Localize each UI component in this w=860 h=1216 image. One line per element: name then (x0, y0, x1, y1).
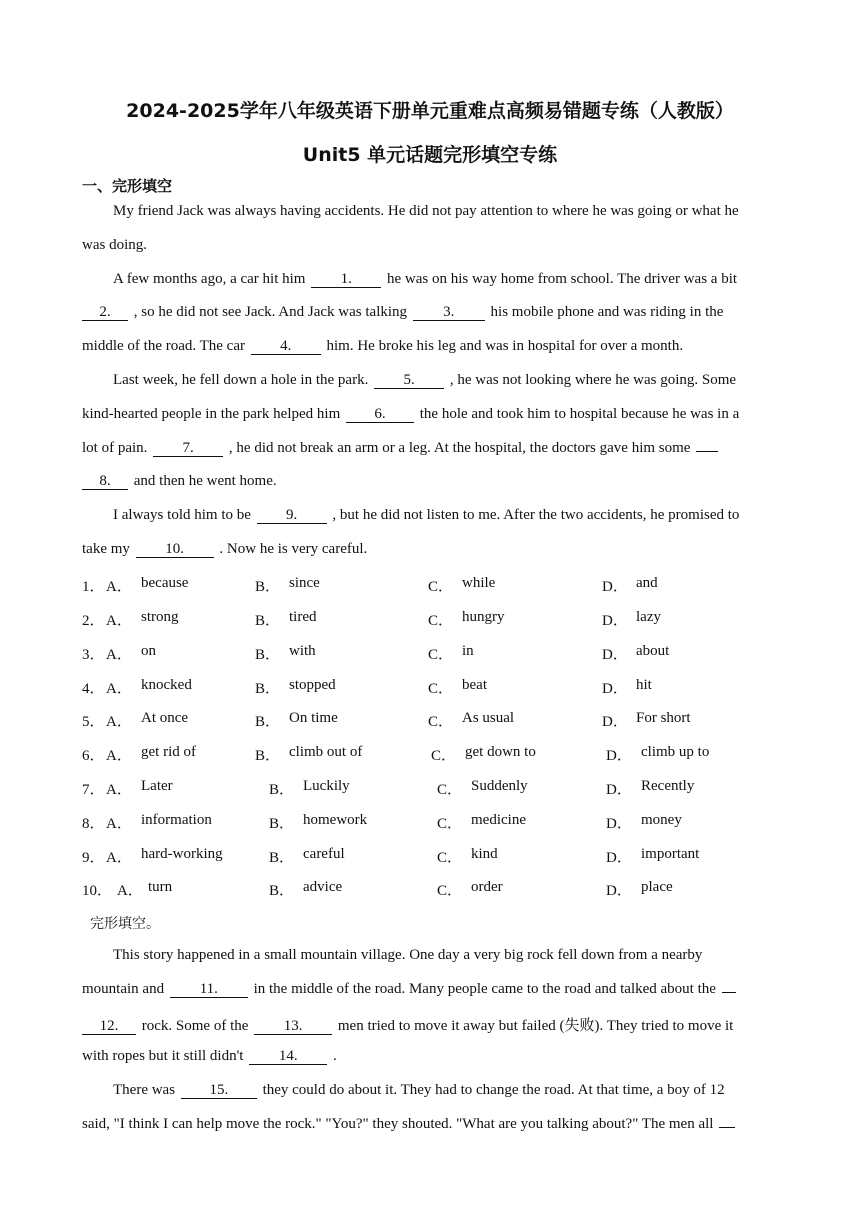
passage-text: , he did not break an arm or a leg. At the hospital, the doctors gave him some (228, 440, 691, 456)
option-letter-a: A． (106, 681, 132, 697)
option-c[interactable]: order (471, 879, 503, 895)
option-d[interactable]: lazy (636, 609, 661, 625)
option-letter-c: C． (437, 816, 463, 832)
option-letter-a: A． (106, 647, 132, 663)
passage-text: Last week, he fell down a hole in the park. (113, 372, 369, 388)
blank-2[interactable]: 2. (82, 304, 128, 321)
option-a[interactable]: strong (141, 609, 179, 625)
blank-3[interactable]: 3. (413, 304, 485, 321)
option-letter-c: C． (437, 782, 463, 798)
passage-line (113, 947, 702, 964)
question-number: 3． (82, 647, 105, 663)
option-a[interactable]: hard-working (141, 846, 223, 862)
option-d[interactable]: about (636, 643, 670, 659)
passage-line (82, 981, 738, 998)
option-letter-c: C． (428, 714, 454, 730)
option-d[interactable]: hit (636, 677, 652, 693)
option-c[interactable]: Suddenly (471, 778, 528, 794)
passage-text: lot of pain. (82, 440, 148, 456)
option-c[interactable]: medicine (471, 812, 526, 828)
section-instruction: 完形填空。 (90, 916, 160, 932)
blank-9[interactable]: 9. (257, 507, 327, 524)
option-a[interactable]: information (141, 812, 212, 828)
question-number: 7． (82, 782, 105, 798)
option-c[interactable]: As usual (462, 710, 515, 726)
option-letter-d: D． (602, 579, 628, 595)
passage-line (82, 1014, 733, 1035)
option-letter-d: D． (606, 748, 632, 764)
passage-text: I always told him to be (113, 507, 251, 523)
option-c[interactable]: while (462, 575, 496, 591)
option-letter-a: A． (106, 782, 132, 798)
option-letter-b: B． (255, 579, 281, 595)
option-a[interactable]: Later (141, 778, 173, 794)
passage-text: mountain and (82, 981, 165, 997)
passage-text: There was (113, 1082, 176, 1098)
worksheet-title: 2024-2025学年八年级英语下册单元重难点高频易错题专练（人教版） (126, 100, 734, 122)
passage-line (82, 406, 739, 423)
worksheet-subtitle: Unit5 单元话题完形填空专练 (302, 144, 558, 166)
passage-text: they could do about it. They had to change the road. At that time, a boy of 12 (262, 1082, 725, 1098)
blank-15[interactable]: 15. (181, 1082, 257, 1099)
option-letter-b: B． (255, 748, 281, 764)
option-letter-a: A． (117, 883, 143, 899)
option-letter-d: D． (606, 850, 632, 866)
passage-text: the hole and took him to hospital because he was in a (419, 406, 740, 422)
passage-line (82, 1116, 737, 1133)
question-number: 1． (82, 579, 105, 595)
option-letter-b: B． (269, 816, 295, 832)
option-letter-b: B． (255, 647, 281, 663)
question-number: 2． (82, 613, 105, 629)
passage-text: This story happened in a small mountain village. One day a very big rock fell down from a nearby (113, 947, 703, 963)
passage-text: he was on his way home from school. The driver was a bit (386, 271, 738, 287)
option-b[interactable]: careful (303, 846, 345, 862)
passage-text: . Now he is very careful. (219, 541, 368, 557)
option-letter-c: C． (431, 748, 457, 764)
blank-8-start (696, 451, 718, 452)
option-b[interactable]: advice (303, 879, 343, 895)
option-letter-a: A． (106, 579, 132, 595)
option-a[interactable]: At once (141, 710, 189, 726)
passage-line (113, 507, 739, 524)
option-b[interactable]: since (289, 575, 320, 591)
option-letter-c: C． (428, 681, 454, 697)
option-letter-b: B． (269, 850, 295, 866)
question-number: 8． (82, 816, 105, 832)
passage-text: kind-hearted people in the park helped him (82, 406, 341, 422)
passage-line (82, 541, 367, 558)
blank-12[interactable]: 12. (82, 1018, 136, 1035)
option-d[interactable]: money (641, 812, 682, 828)
option-b[interactable]: climb out of (289, 744, 363, 760)
option-letter-d: D． (602, 613, 628, 629)
passage-line (82, 440, 720, 457)
question-number: 9． (82, 850, 105, 866)
passage-line (113, 372, 736, 389)
passage-text: , he was not looking where he was going. Some (449, 372, 737, 388)
passage-text: with ropes but it still didn't (82, 1048, 244, 1064)
option-a[interactable]: get rid of (141, 744, 196, 760)
question-number: 10． (82, 883, 113, 899)
option-c[interactable]: in (462, 643, 474, 659)
option-letter-d: D． (606, 816, 632, 832)
option-b[interactable]: tired (289, 609, 317, 625)
option-b[interactable]: homework (303, 812, 368, 828)
option-d[interactable]: and (636, 575, 658, 591)
blank-12-start (722, 992, 736, 993)
passage-text: , so he did not see Jack. And Jack was talking (133, 304, 408, 320)
blank-8[interactable]: 8. (82, 473, 128, 490)
option-letter-b: B． (255, 714, 281, 730)
option-letter-d: D． (602, 714, 628, 730)
passage-line (113, 271, 737, 288)
passage-text: in the middle of the road. Many people came to the road and talked about the (253, 981, 716, 997)
option-letter-a: A． (106, 613, 132, 629)
passage-line (82, 1048, 337, 1065)
option-c[interactable]: hungry (462, 609, 505, 625)
option-d[interactable]: Recently (641, 778, 695, 794)
passage-line (82, 338, 683, 355)
section-heading: 一、完形填空 (82, 177, 173, 195)
passage-text: and then he went home. (133, 473, 277, 489)
option-d[interactable]: climb up to (641, 744, 710, 760)
option-b[interactable]: with (289, 643, 316, 659)
blank-11[interactable]: 11. (170, 981, 248, 998)
option-letter-a: A． (106, 714, 132, 730)
option-b[interactable]: stopped (289, 677, 336, 693)
passage-line (113, 203, 739, 220)
option-letter-b: B． (269, 782, 295, 798)
option-letter-d: D． (602, 681, 628, 697)
option-c[interactable]: get down to (465, 744, 536, 760)
option-a[interactable]: on (141, 643, 156, 659)
passage-text: take my (82, 541, 130, 557)
passage-text: , but he did not listen to me. After the two accidents, he promised to (332, 507, 740, 523)
option-a[interactable]: knocked (141, 677, 192, 693)
question-number: 6． (82, 748, 105, 764)
passage-text: him. He broke his leg and was in hospital for over a month. (326, 338, 684, 354)
option-letter-a: A． (106, 850, 132, 866)
option-a[interactable]: turn (148, 879, 173, 895)
option-d[interactable]: For short (636, 710, 691, 726)
option-d[interactable]: important (641, 846, 700, 862)
blank-5[interactable]: 5. (374, 372, 444, 389)
passage-text: rock. Some of the (141, 1018, 249, 1034)
option-letter-d: D． (606, 883, 632, 899)
blank-10[interactable]: 10. (136, 541, 214, 558)
option-letter-d: D． (602, 647, 628, 663)
passage-text: men tried to move it away but failed (失败). They tried to move it (337, 1018, 734, 1034)
option-c[interactable]: beat (462, 677, 487, 693)
question-number: 5． (82, 714, 105, 730)
option-letter-c: C． (428, 647, 454, 663)
option-b[interactable]: On time (289, 710, 338, 726)
option-letter-b: B． (255, 681, 281, 697)
blank-4[interactable]: 4. (251, 338, 321, 355)
option-letter-b: B． (269, 883, 295, 899)
option-d[interactable]: place (641, 879, 673, 895)
passage-text: his mobile phone and was riding in the (490, 304, 724, 320)
passage-line (82, 237, 147, 254)
option-a[interactable]: because (141, 575, 189, 591)
option-letter-a: A． (106, 748, 132, 764)
question-number: 4． (82, 681, 105, 697)
option-letter-c: C． (437, 850, 463, 866)
passage-text: A few months ago, a car hit him (113, 271, 306, 287)
passage-text: My friend Jack was always having accidents. He did not pay attention to where he was going or what he (113, 203, 739, 219)
option-letter-c: C． (437, 883, 463, 899)
passage-text: . (332, 1048, 337, 1064)
passage-text: was doing. (82, 237, 147, 253)
option-c[interactable]: kind (471, 846, 498, 862)
option-letter-a: A． (106, 816, 132, 832)
option-letter-d: D． (606, 782, 632, 798)
blank-16-start (719, 1127, 735, 1128)
blank-1[interactable]: 1. (311, 271, 381, 288)
option-letter-b: B． (255, 613, 281, 629)
option-letter-c: C． (428, 613, 454, 629)
blank-13[interactable]: 13. (254, 1018, 332, 1035)
passage-line (82, 473, 277, 490)
passage-line (82, 304, 723, 321)
option-b[interactable]: Luckily (303, 778, 350, 794)
passage-text: middle of the road. The car (82, 338, 245, 354)
blank-7[interactable]: 7. (153, 440, 223, 457)
blank-6[interactable]: 6. (346, 406, 414, 423)
passage-text: said, "I think I can help move the rock." "You?" they shouted. "What are you talking about?" The men all (82, 1116, 714, 1132)
passage-line (113, 1082, 725, 1099)
blank-14[interactable]: 14. (249, 1048, 327, 1065)
option-letter-c: C． (428, 579, 454, 595)
